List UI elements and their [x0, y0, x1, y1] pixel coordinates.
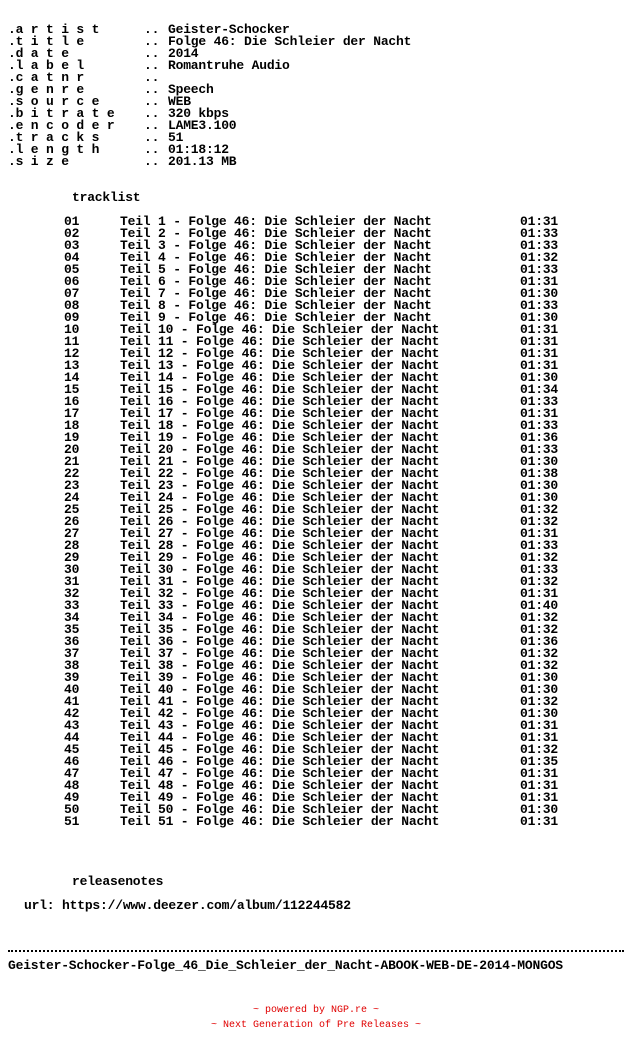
info-row [0, 72, 632, 84]
track-title: Teil 25 - Folge 46: Die Schleier der Nacht [120, 502, 440, 517]
info-key: .a r t i s t [8, 22, 100, 37]
track-number: 19 [64, 430, 80, 445]
track-title: Teil 35 - Folge 46: Die Schleier der Nacht [120, 622, 440, 637]
track-title: Teil 28 - Folge 46: Die Schleier der Nacht [120, 538, 440, 553]
track-number: 15 [64, 382, 80, 397]
track-title: Teil 8 - Folge 46: Die Schleier der Nacht [120, 298, 432, 313]
track-title: Teil 34 - Folge 46: Die Schleier der Nacht [120, 610, 440, 625]
track-number: 47 [64, 766, 80, 781]
tracklist-heading: tracklist [72, 190, 141, 205]
track-number: 11 [64, 334, 80, 349]
track-length: 01:31 [520, 274, 559, 289]
track-title: Teil 18 - Folge 46: Die Schleier der Nacht [120, 418, 440, 433]
track-title: Teil 19 - Folge 46: Die Schleier der Nacht [120, 430, 440, 445]
track-length: 01:35 [520, 754, 559, 769]
track-length: 01:32 [520, 742, 559, 757]
info-row [0, 48, 632, 60]
track-length: 01:31 [520, 790, 559, 805]
track-number: 43 [64, 718, 80, 733]
track-number: 01 [64, 214, 80, 229]
info-key: .t i t l e [8, 34, 85, 49]
track-number: 18 [64, 418, 80, 433]
footer-powered-by: ~ powered by NGP.re ~ [252, 1005, 380, 1016]
info-key: .t r a c k s [8, 130, 100, 145]
track-title: Teil 26 - Folge 46: Die Schleier der Nacht [120, 514, 440, 529]
track-title: Teil 39 - Folge 46: Die Schleier der Nacht [120, 670, 440, 685]
track-title: Teil 23 - Folge 46: Die Schleier der Nacht [120, 478, 440, 493]
track-title: Teil 49 - Folge 46: Die Schleier der Nacht [120, 790, 440, 805]
track-length: 01:32 [520, 550, 559, 565]
track-number: 27 [64, 526, 80, 541]
track-number: 34 [64, 610, 80, 625]
track-length: 01:32 [520, 622, 559, 637]
track-number: 39 [64, 670, 80, 685]
info-separator: .. [144, 82, 160, 97]
track-length: 01:30 [520, 682, 559, 697]
track-number: 26 [64, 514, 80, 529]
track-number: 13 [64, 358, 80, 373]
info-value: WEB [168, 94, 191, 109]
track-number: 05 [64, 262, 80, 277]
track-length: 01:33 [520, 562, 559, 577]
info-separator: .. [144, 118, 160, 133]
info-separator: .. [144, 34, 160, 49]
track-length: 01:33 [520, 442, 559, 457]
track-length: 01:30 [520, 310, 559, 325]
dotted-divider [8, 950, 624, 958]
track-title: Teil 14 - Folge 46: Die Schleier der Nacht [120, 370, 440, 385]
track-title: Teil 36 - Folge 46: Die Schleier der Nacht [120, 634, 440, 649]
track-length: 01:30 [520, 706, 559, 721]
info-separator: .. [144, 58, 160, 73]
info-separator: .. [144, 130, 160, 145]
track-number: 04 [64, 250, 80, 265]
track-number: 41 [64, 694, 80, 709]
info-separator: .. [144, 94, 160, 109]
track-title: Teil 45 - Folge 46: Die Schleier der Nacht [120, 742, 440, 757]
info-row [0, 156, 632, 168]
info-value: Geister-Schocker [168, 22, 290, 37]
track-number: 45 [64, 742, 80, 757]
track-title: Teil 50 - Folge 46: Die Schleier der Nacht [120, 802, 440, 817]
track-number: 44 [64, 730, 80, 745]
track-title: Teil 51 - Folge 46: Die Schleier der Nacht [120, 814, 440, 829]
info-key: .c a t n r [8, 70, 85, 85]
info-value: Folge 46: Die Schleier der Nacht [168, 34, 412, 49]
info-value: Romantruhe Audio [168, 58, 290, 73]
track-length: 01:30 [520, 370, 559, 385]
info-key: .b i t r a t e [8, 106, 115, 121]
track-length: 01:31 [520, 730, 559, 745]
track-title: Teil 4 - Folge 46: Die Schleier der Nacht [120, 250, 432, 265]
track-number: 37 [64, 646, 80, 661]
track-number: 33 [64, 598, 80, 613]
url-label: url: [24, 898, 55, 913]
track-title: Teil 9 - Folge 46: Die Schleier der Nacht [120, 310, 432, 325]
track-title: Teil 24 - Folge 46: Die Schleier der Nacht [120, 490, 440, 505]
track-number: 35 [64, 622, 80, 637]
track-title: Teil 37 - Folge 46: Die Schleier der Nacht [120, 646, 440, 661]
track-length: 01:32 [520, 250, 559, 265]
track-title: Teil 5 - Folge 46: Die Schleier der Nacht [120, 262, 432, 277]
track-title: Teil 10 - Folge 46: Die Schleier der Nacht [120, 322, 440, 337]
track-number: 31 [64, 574, 80, 589]
track-length: 01:38 [520, 466, 559, 481]
track-length: 01:31 [520, 214, 559, 229]
track-length: 01:31 [520, 346, 559, 361]
track-number: 50 [64, 802, 80, 817]
track-title: Teil 47 - Folge 46: Die Schleier der Nacht [120, 766, 440, 781]
info-value: 01:18:12 [168, 142, 229, 157]
track-length: 01:30 [520, 454, 559, 469]
track-length: 01:31 [520, 358, 559, 373]
track-number: 03 [64, 238, 80, 253]
track-length: 01:30 [520, 286, 559, 301]
track-number: 25 [64, 502, 80, 517]
url-row [24, 900, 351, 912]
track-length: 01:31 [520, 334, 559, 349]
track-title: Teil 42 - Folge 46: Die Schleier der Nacht [120, 706, 440, 721]
track-number: 20 [64, 442, 80, 457]
track-number: 16 [64, 394, 80, 409]
info-row [0, 144, 632, 156]
track-length: 01:32 [520, 610, 559, 625]
info-separator: .. [144, 70, 160, 85]
info-key: .s o u r c e [8, 94, 100, 109]
track-title: Teil 13 - Folge 46: Die Schleier der Nacht [120, 358, 440, 373]
track-title: Teil 22 - Folge 46: Die Schleier der Nacht [120, 466, 440, 481]
track-title: Teil 48 - Folge 46: Die Schleier der Nacht [120, 778, 440, 793]
track-title: Teil 31 - Folge 46: Die Schleier der Nacht [120, 574, 440, 589]
info-value: 201.13 MB [168, 154, 237, 169]
track-number: 22 [64, 466, 80, 481]
track-length: 01:30 [520, 802, 559, 817]
info-separator: .. [144, 22, 160, 37]
track-title: Teil 29 - Folge 46: Die Schleier der Nacht [120, 550, 440, 565]
track-length: 01:33 [520, 418, 559, 433]
track-number: 30 [64, 562, 80, 577]
track-title: Teil 38 - Folge 46: Die Schleier der Nacht [120, 658, 440, 673]
track-number: 17 [64, 406, 80, 421]
track-title: Teil 1 - Folge 46: Die Schleier der Nacht [120, 214, 432, 229]
info-separator: .. [144, 106, 160, 121]
track-number: 24 [64, 490, 80, 505]
info-value: LAME3.100 [168, 118, 237, 133]
info-key: .s i z e [8, 154, 69, 169]
track-length: 01:36 [520, 634, 559, 649]
track-length: 01:33 [520, 394, 559, 409]
track-length: 01:32 [520, 658, 559, 673]
track-length: 01:31 [520, 814, 559, 829]
releasenotes-heading: releasenotes [72, 874, 164, 889]
track-length: 01:31 [520, 778, 559, 793]
track-title: Teil 15 - Folge 46: Die Schleier der Nacht [120, 382, 440, 397]
track-length: 01:34 [520, 382, 559, 397]
track-title: Teil 40 - Folge 46: Die Schleier der Nacht [120, 682, 440, 697]
track-row [0, 816, 632, 828]
track-title: Teil 30 - Folge 46: Die Schleier der Nacht [120, 562, 440, 577]
track-number: 02 [64, 226, 80, 241]
info-key: .d a t e [8, 46, 69, 61]
track-number: 46 [64, 754, 80, 769]
track-title: Teil 6 - Folge 46: Die Schleier der Nacht [120, 274, 432, 289]
track-title: Teil 41 - Folge 46: Die Schleier der Nacht [120, 694, 440, 709]
track-number: 28 [64, 538, 80, 553]
track-number: 48 [64, 778, 80, 793]
track-length: 01:31 [520, 526, 559, 541]
track-length: 01:32 [520, 502, 559, 517]
info-separator: .. [144, 46, 160, 61]
info-row [0, 36, 632, 48]
track-number: 40 [64, 682, 80, 697]
track-number: 10 [64, 322, 80, 337]
track-length: 01:33 [520, 298, 559, 313]
track-length: 01:31 [520, 718, 559, 733]
track-title: Teil 27 - Folge 46: Die Schleier der Nacht [120, 526, 440, 541]
track-number: 08 [64, 298, 80, 313]
track-length: 01:33 [520, 226, 559, 241]
track-length: 01:30 [520, 670, 559, 685]
track-number: 21 [64, 454, 80, 469]
track-length: 01:32 [520, 514, 559, 529]
track-length: 01:32 [520, 694, 559, 709]
info-key: .l e n g t h [8, 142, 100, 157]
track-title: Teil 32 - Folge 46: Die Schleier der Nacht [120, 586, 440, 601]
footer-tagline: ~ Next Generation of Pre Releases ~ [210, 1020, 422, 1031]
track-length: 01:31 [520, 322, 559, 337]
track-title: Teil 17 - Folge 46: Die Schleier der Nacht [120, 406, 440, 421]
track-length: 01:33 [520, 538, 559, 553]
info-value: 320 kbps [168, 106, 229, 121]
track-title: Teil 3 - Folge 46: Die Schleier der Nacht [120, 238, 432, 253]
info-key: .e n c o d e r [8, 118, 115, 133]
track-number: 38 [64, 658, 80, 673]
track-length: 01:30 [520, 490, 559, 505]
track-title: Teil 44 - Folge 46: Die Schleier der Nacht [120, 730, 440, 745]
track-number: 42 [64, 706, 80, 721]
track-title: Teil 20 - Folge 46: Die Schleier der Nacht [120, 442, 440, 457]
track-length: 01:30 [520, 478, 559, 493]
track-length: 01:31 [520, 406, 559, 421]
track-length: 01:31 [520, 766, 559, 781]
track-title: Teil 21 - Folge 46: Die Schleier der Nacht [120, 454, 440, 469]
track-title: Teil 16 - Folge 46: Die Schleier der Nacht [120, 394, 440, 409]
track-title: Teil 7 - Folge 46: Die Schleier der Nacht [120, 286, 432, 301]
track-number: 36 [64, 634, 80, 649]
track-number: 06 [64, 274, 80, 289]
track-number: 12 [64, 346, 80, 361]
info-value: 2014 [168, 46, 199, 61]
info-separator: .. [144, 154, 160, 169]
url-value: https://www.deezer.com/album/112244582 [62, 898, 351, 913]
info-key: .g e n r e [8, 82, 85, 97]
track-number: 29 [64, 550, 80, 565]
track-title: Teil 33 - Folge 46: Die Schleier der Nacht [120, 598, 440, 613]
track-number: 14 [64, 370, 80, 385]
track-title: Teil 43 - Folge 46: Die Schleier der Nacht [120, 718, 440, 733]
info-key: .l a b e l [8, 58, 85, 73]
info-value: Speech [168, 82, 214, 97]
track-number: 51 [64, 814, 80, 829]
track-length: 01:33 [520, 238, 559, 253]
track-title: Teil 12 - Folge 46: Die Schleier der Nacht [120, 346, 440, 361]
info-separator: .. [144, 142, 160, 157]
info-row [0, 60, 632, 72]
track-length: 01:32 [520, 574, 559, 589]
info-value: 51 [168, 130, 184, 145]
track-number: 09 [64, 310, 80, 325]
release-name: Geister-Schocker-Folge_46_Die_Schleier_der_Nacht-ABOOK-WEB-DE-2014-MONGOS [8, 958, 563, 973]
track-title: Teil 2 - Folge 46: Die Schleier der Nacht [120, 226, 432, 241]
track-number: 49 [64, 790, 80, 805]
track-number: 23 [64, 478, 80, 493]
track-title: Teil 11 - Folge 46: Die Schleier der Nacht [120, 334, 440, 349]
track-length: 01:36 [520, 430, 559, 445]
track-length: 01:31 [520, 586, 559, 601]
track-number: 32 [64, 586, 80, 601]
track-length: 01:32 [520, 646, 559, 661]
track-title: Teil 46 - Folge 46: Die Schleier der Nacht [120, 754, 440, 769]
track-number: 07 [64, 286, 80, 301]
track-length: 01:40 [520, 598, 559, 613]
track-length: 01:33 [520, 262, 559, 277]
